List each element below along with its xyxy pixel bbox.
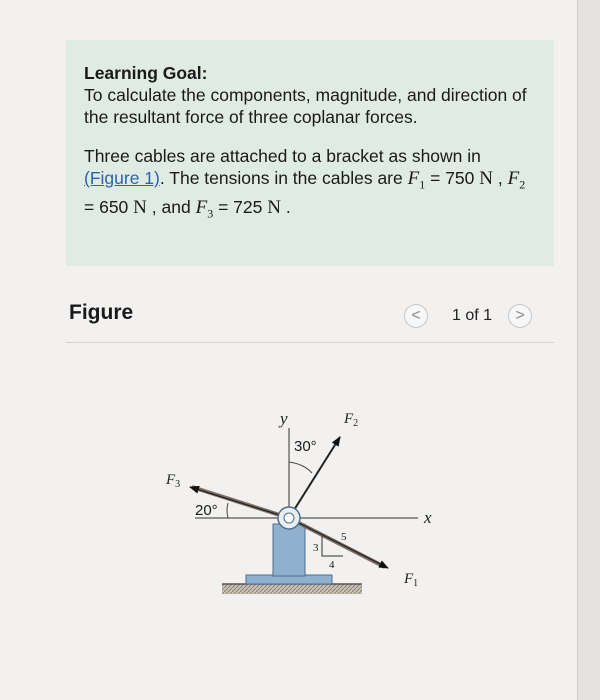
f2-value: = 650 bbox=[84, 196, 129, 217]
f3-label-subscript: 3 bbox=[175, 479, 181, 490]
f3-label-letter: F bbox=[166, 472, 176, 488]
f1-label-subscript: 1 bbox=[413, 578, 419, 589]
angle-arc-20 bbox=[227, 503, 228, 518]
bracket-pin-inner bbox=[284, 513, 294, 523]
separator-1: , bbox=[497, 168, 503, 188]
f2-unit: N bbox=[133, 196, 147, 218]
figure-page-indicator: 1 of 1 bbox=[452, 307, 493, 324]
f3-label bbox=[165, 472, 180, 490]
chevron-left-icon: < bbox=[411, 307, 421, 324]
f2-label-subscript: 2 bbox=[353, 418, 359, 429]
figure-1-link[interactable]: (Figure 1) bbox=[84, 168, 160, 188]
problem-intro: Three cables are attached to a bracket as shown in bbox=[84, 146, 481, 166]
f3-subscript: 3 bbox=[207, 206, 214, 220]
f2-label-letter: F bbox=[344, 411, 354, 427]
chevron-right-icon: > bbox=[515, 307, 525, 324]
triangle-side-5: 5 bbox=[341, 531, 347, 543]
angle-label-30: 30° bbox=[294, 438, 317, 455]
f2-symbol: F bbox=[507, 168, 520, 189]
ground-surface bbox=[222, 584, 362, 594]
learning-goal-text: To calculate the components, magnitude, and direction of the resultant force of three coplanar forces. bbox=[84, 85, 527, 127]
bracket-post bbox=[273, 524, 305, 576]
y-axis-label: y bbox=[280, 409, 288, 428]
triangle-side-4: 4 bbox=[329, 559, 335, 571]
f1-symbol: F bbox=[407, 168, 420, 189]
learning-goal-title: Learning Goal: bbox=[84, 63, 208, 83]
separator-2: , and bbox=[151, 196, 191, 217]
angle-label-20: 20° bbox=[195, 502, 218, 519]
f2-subscript: 2 bbox=[519, 177, 526, 192]
f1-value: = 750 bbox=[430, 168, 475, 188]
angle-arc-30 bbox=[289, 462, 312, 473]
problem-end: . bbox=[285, 196, 291, 217]
f1-unit: N bbox=[479, 168, 493, 189]
x-axis-label: x bbox=[424, 508, 432, 527]
f3-value: = 725 bbox=[218, 196, 263, 217]
problem-mid: . The tensions in the cables are bbox=[159, 168, 403, 188]
f1-label bbox=[403, 571, 418, 589]
f3-unit: N bbox=[267, 196, 281, 218]
figure-heading: Figure bbox=[69, 301, 134, 324]
f1-label-letter: F bbox=[404, 571, 414, 587]
triangle-side-3: 3 bbox=[313, 542, 319, 554]
f1-subscript: 1 bbox=[419, 177, 426, 192]
f2-label bbox=[343, 411, 358, 429]
f3-symbol: F bbox=[195, 196, 208, 218]
